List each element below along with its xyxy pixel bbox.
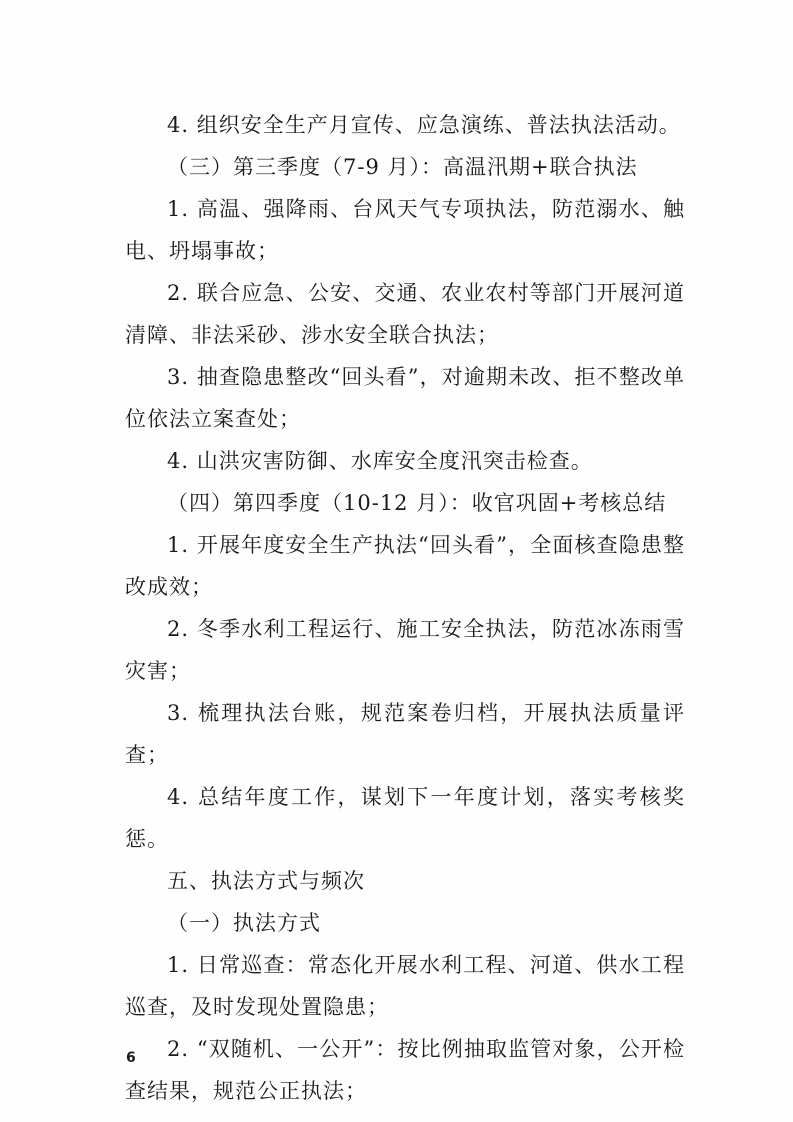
paragraph-method-1: 1. 日常巡查：常态化开展水利工程、河道、供水工程巡查，及时发现处置隐患； [125,953,685,1019]
heading-q3: （三）第三季度（7-9 月）：高温汛期+联合执法 [167,155,638,179]
paragraph-method-2: 2. “双随机、一公开”：按比例抽取监管对象，公开检查结果，规范公正执法； [125,1037,685,1103]
paragraph-q4-item-1: 1. 开展年度安全生产执法“回头看”，全面核查隐患整改成效； [125,533,685,599]
paragraph-q4-item-4: 4. 总结年度工作，谋划下一年度计划，落实考核奖惩。 [125,785,685,851]
subheading-enforcement-methods: （一）执法方式 [167,911,321,935]
paragraph-q2-item-4: 4. 组织安全生产月宣传、应急演练、普法执法活动。 [167,113,681,137]
paragraph-q4-item-3: 3. 梳理执法台账，规范案卷归档，开展执法质量评查； [125,701,685,767]
paragraph-q4-item-2: 2. 冬季水利工程运行、施工安全执法，防范冰冻雨雪灾害； [125,617,685,683]
paragraph-q3-item-3: 3. 抽查隐患整改“回头看”，对逾期未改、拒不整改单位依法立案查处； [125,365,685,431]
paragraph-q3-item-2: 2. 联合应急、公安、交通、农业农村等部门开展河道清障、非法采砂、涉水安全联合执法； [125,281,685,347]
page-number: 6 [126,1050,136,1066]
document-body [125,104,685,1112]
paragraph-q3-item-4: 4. 山洪灾害防御、水库安全度汛突击检查。 [167,449,593,473]
heading-q4: （四）第四季度（10-12 月）：收官巩固+考核总结 [167,491,667,515]
section-heading-5: 五、执法方式与频次 [167,869,365,893]
paragraph-q3-item-1: 1. 高温、强降雨、台风天气专项执法，防范溺水、触电、坍塌事故； [125,197,685,263]
